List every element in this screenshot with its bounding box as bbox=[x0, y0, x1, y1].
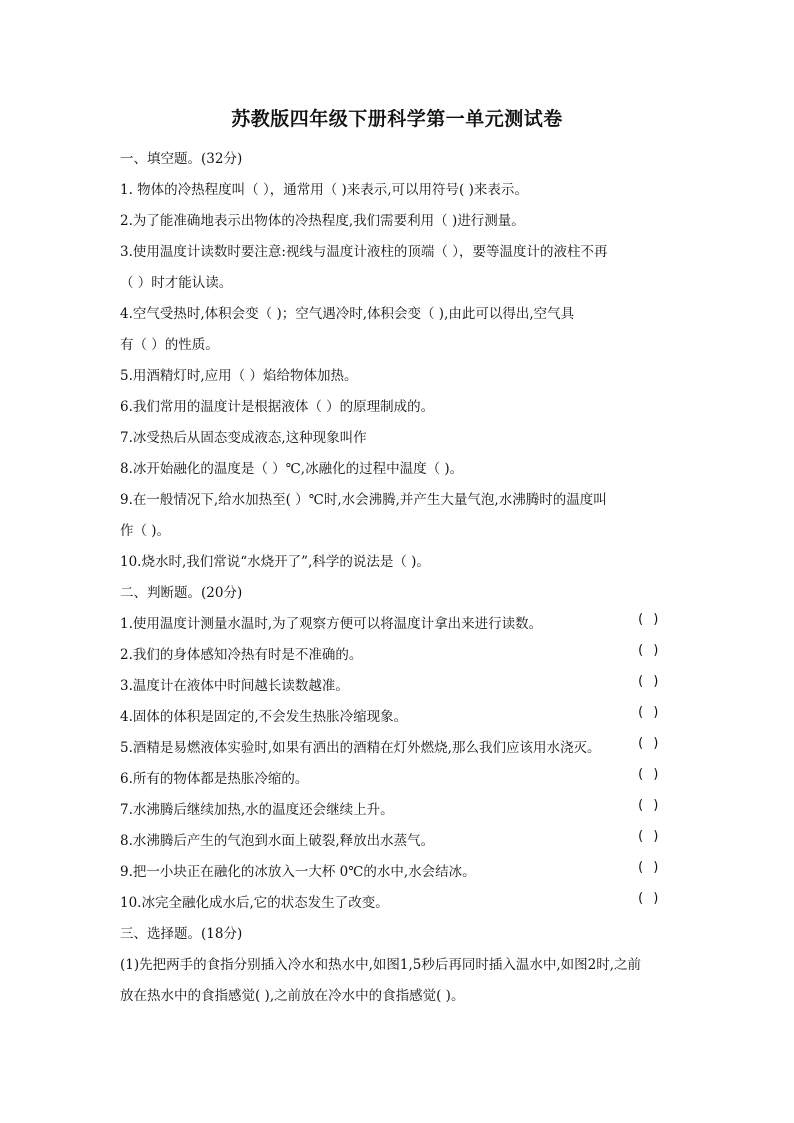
choice-line: (1)先把两手的食指分别插入冷水和热水中,如图1,5秒后再同时插入温水中,如图2时,之前 bbox=[120, 957, 642, 973]
judge-text: 7.水沸腾后继续加热,水的温度还会继续上升。 bbox=[120, 802, 394, 818]
judge-item bbox=[120, 705, 660, 725]
fill-line: 2.为了能准确地表示出物体的冷热程度,我们需要利用（ )进行测量。 bbox=[120, 213, 525, 229]
judge-text: 9.把一小块正在融化的冰放入一大杯 0℃的水中,水会结冰。 bbox=[120, 864, 476, 880]
fill-line: 5.用酒精灯时,应用（ ）焰给物体加热。 bbox=[120, 368, 358, 384]
judge-text: 5.酒精是易燃液体实验时,如果有洒出的酒精在灯外燃烧,那么我们应该用水浇灭。 bbox=[120, 740, 601, 756]
fill-line: 6.我们常用的温度计是根据液体（ ）的原理制成的。 bbox=[120, 399, 435, 415]
answer-paren: ( ) bbox=[636, 643, 660, 658]
fill-line: 作（ )。 bbox=[120, 523, 171, 539]
fill-line: 8.冰开始融化的温度是（ ）℃,冰融化的过程中温度（ )。 bbox=[120, 461, 464, 477]
fill-line: 4.空气受热时,体积会变（ )；空气遇冷时,体积会变（ ),由此可以得出,空气具 bbox=[120, 306, 575, 322]
answer-paren: ( ) bbox=[636, 798, 660, 813]
answer-paren: ( ) bbox=[636, 860, 660, 875]
answer-paren: ( ) bbox=[636, 767, 660, 782]
judge-item bbox=[120, 767, 660, 787]
fill-line: 1. 物体的冷热程度叫（ ），通常用（ )来表示,可以用符号( )来表示。 bbox=[120, 182, 528, 198]
answer-paren: ( ) bbox=[636, 612, 660, 627]
judge-item bbox=[120, 612, 660, 632]
fill-line: 7.冰受热后从固态变成液态,这种现象叫作 bbox=[120, 430, 367, 446]
judge-text: 6.所有的物体都是热胀冷缩的。 bbox=[120, 771, 309, 787]
fill-line: 有（ ）的性质。 bbox=[120, 337, 219, 353]
judge-item bbox=[120, 674, 660, 694]
answer-paren: ( ) bbox=[636, 674, 660, 689]
judge-text: 3.温度计在液体中时间越长读数越准。 bbox=[120, 678, 349, 694]
judge-item bbox=[120, 829, 660, 849]
fill-line: 3.使用温度计读数时要注意:视线与温度计液柱的顶端（ ），要等温度计的液柱不再 bbox=[120, 244, 608, 260]
choice-line: 放在热水中的食指感觉( ),之前放在冷水中的食指感觉( )。 bbox=[120, 988, 465, 1004]
judge-text: 1.使用温度计测量水温时,为了观察方便可以将温度计拿出来进行读数。 bbox=[120, 616, 543, 632]
judge-item bbox=[120, 798, 660, 818]
judge-text: 10.冰完全融化成水后,它的状态发生了改变。 bbox=[120, 895, 389, 911]
judge-text: 2.我们的身体感知冷热有时是不准确的。 bbox=[120, 647, 363, 663]
section-2-heading: 二、判断题。(20分) bbox=[120, 585, 243, 601]
judge-item bbox=[120, 891, 660, 911]
section-1-heading: 一、填空题。(32分) bbox=[120, 151, 243, 167]
answer-paren: ( ) bbox=[636, 891, 660, 906]
answer-paren: ( ) bbox=[636, 829, 660, 844]
judge-item bbox=[120, 643, 660, 663]
answer-paren: ( ) bbox=[636, 736, 660, 751]
exam-title: 苏教版四年级下册科学第一单元测试卷 bbox=[231, 108, 563, 130]
judge-text: 8.水沸腾后产生的气泡到水面上破裂,释放出水蒸气。 bbox=[120, 833, 435, 849]
judge-item bbox=[120, 736, 660, 756]
judge-item bbox=[120, 860, 660, 880]
answer-paren: ( ) bbox=[636, 705, 660, 720]
fill-line: 9.在一般情况下,给水加热至( ）℃时,水会沸腾,并产生大量气泡,水沸腾时的温度叫 bbox=[120, 492, 607, 508]
fill-line: 10.烧水时,我们常说“水烧开了”,科学的说法是（ )。 bbox=[120, 554, 430, 570]
judge-text: 4.固体的体积是固定的,不会发生热胀冷缩现象。 bbox=[120, 709, 408, 725]
section-3-heading: 三、选择题。(18分) bbox=[120, 926, 243, 942]
fill-line: （ ）时才能认读。 bbox=[120, 275, 233, 291]
